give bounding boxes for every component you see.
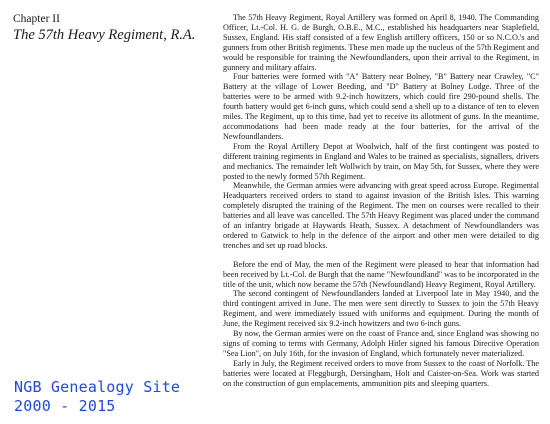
- paragraph-7: By now, the German armies were on the coast of France and, since England was showing no signs of coming to terms with Germany, Adolph Hitler signed his famous Directive Operation "Sea Lion", on July 16th, for the invasion of England, which fortunately never materialized.: [223, 329, 539, 358]
- paragraph-4: Meanwhile, the German armies were advancing with great speed across Europe. Regimental Headquarters received orders to stand to against invasion of the British Isles. This warning completely disrupted the training of the Regiment. The men on courses were recalled to their batteries and all leave was cancelled. The 57th Heavy Regiment was placed under the command of an infantry brigade at Haywards Heath, Sussex. A detachment of Newfoundlanders was ordered to Gatwick to help in the defence of the airport and other men were detailed to dig trenches and set up road blocks.: [223, 181, 539, 250]
- watermark-line-1: NGB Genealogy Site: [14, 378, 181, 396]
- paragraph-3: From the Royal Artillery Depot at Woolwich, half of the first contingent was posted to different training regiments in England and Wales to be trained as specialists, signallers, drivers and mechanics. The remainder left Wollwich by train, on May 5th, for Sussex, where they were posted to the newly formed 57th Regiment.: [223, 141, 539, 181]
- body-text: [223, 13, 539, 389]
- paragraph-2: Four batteries were formed with "A" Battery near Bolney, "B" Battery near Crawley, "C" Battery at the village of Lower Beeding, and "D" Battery at Bolney Lodge. Three of the batteries were to be armed with 9.2-inch howitzers, which could fire 290-pound shells. The fourth battery would get 6-inch guns, which could send a shell up to a distance of ten to eleven miles. The Regiment, up to this time, had yet to receive its allotment of guns. In the meantime, accommodations had been made ready at the four batteries, for the arrival of the Newfoundlanders.: [223, 72, 539, 141]
- paragraph-8: Early in July, the Regiment received orders to move from Sussex to the coast of Norfolk. The batteries were located at Fleggburgh, Dersingham, Holt and Caister-on-Sea. Work was started on the construction of gun emplacements, ammunition pits and sleeping quarters.: [223, 358, 539, 388]
- chapter-label: Chapter II: [13, 13, 60, 25]
- paragraph-6: The second contingent of Newfoundlanders landed at Liverpool late in May 1940, and the third contingent arrived in June. The men were sent directly to Sussex to join the 57th Heavy Regiment, and were immediately issued with uniforms and equipment. During the month of June, the Regiment received six 9.2-inch howitzers and two 6-inch guns.: [223, 289, 539, 329]
- watermark-line-2: 2000 - 2015: [14, 397, 116, 415]
- chapter-title: The 57th Heavy Regiment, R.A.: [13, 27, 196, 43]
- paragraph-5: Before the end of May, the men of the Regiment were pleased to hear that information had been received by Lt.-Col. de Burgh that the name "Newfoundland" was to be incorporated in the title of the unit, which now became the 57th (Newfoundland) Heavy Regiment, Royal Artillery.: [223, 259, 539, 289]
- watermark: [14, 378, 180, 416]
- paragraph-1: The 57th Heavy Regiment, Royal Artillery was formed on April 8, 1940. The Commanding Officer, Lt.-Col. H. G. de Burgh, O.B.E., M.C., established his headquarters near Staplefield, Sussex, England. His staff consisted of a few English artillery officers, 150 or so N.C.O.'s and gunners from other British regiments. These men made up the nucleus of the 57th Regiment and would be responsible for training the Newfoundlanders, upon their arrival to the Regiment, in gunnery and military affairs.: [223, 13, 539, 72]
